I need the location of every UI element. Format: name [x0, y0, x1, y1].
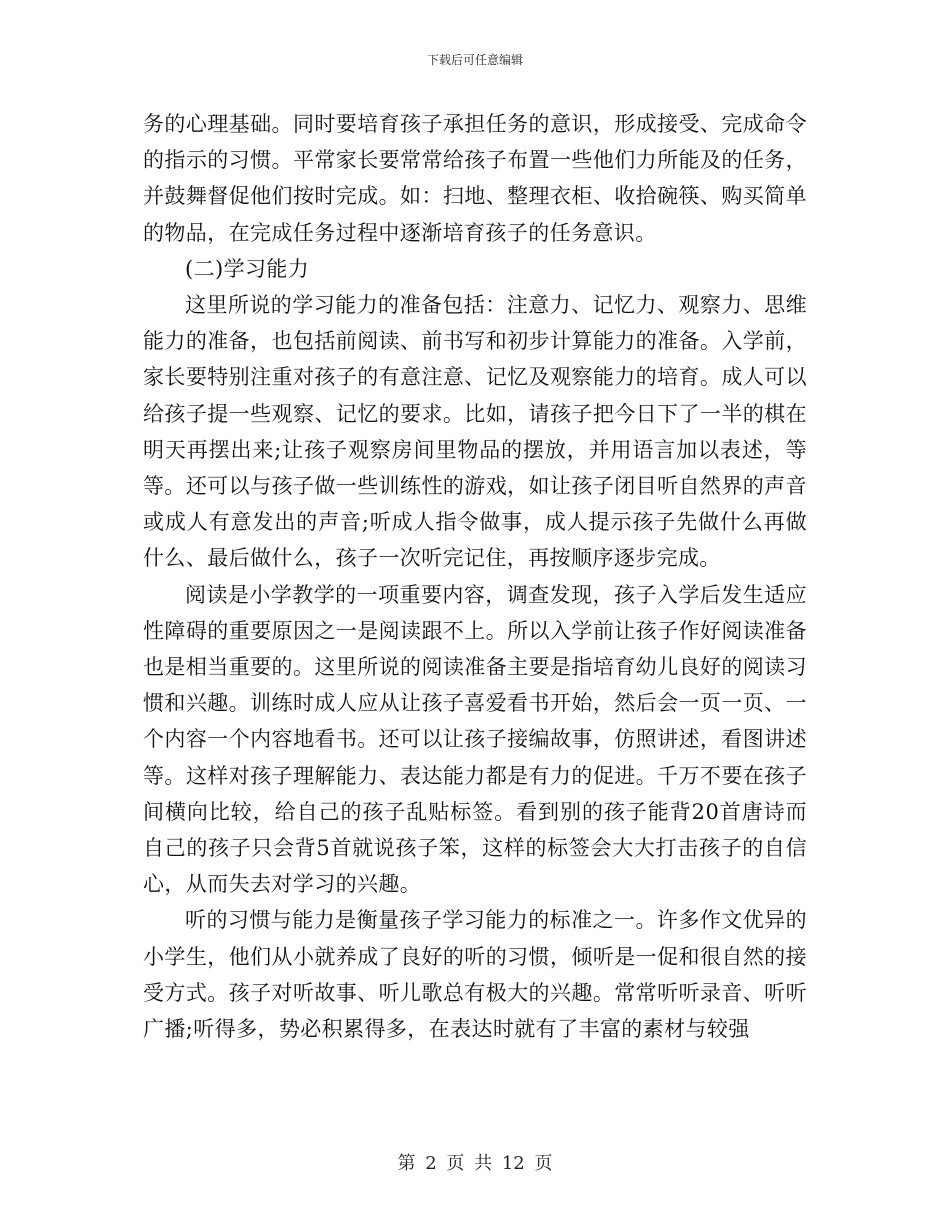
paragraph-learning-ability: 这里所说的学习能力的准备包括：注意力、记忆力、观察力、思维能力的准备，也包括前阅读、前书写和初步计算能力的准备。入学前，家长要特别注重对孩子的有意注意、记忆及观察能力的培育。成人可以给孩子提一些观察、记忆的要求。比如，请孩子把今日下了一半的棋在明天再摆出来;让孩子观察房间里物品的摆放，并用语言加以表述，等等。还可以与孩子做一些训练性的游戏，如让孩子闭目听自然界的声音或成人有意发出的声音;听成人指令做事，成人提示孩子先做什么再做什么、最后做什么，孩子一次听完记住，再按顺序逐步完成。 [143, 293, 807, 571]
paragraph-reading: 阅读是小学教学的一项重要内容，调查发现，孩子入学后发生适应性障碍的重要原因之一是阅读跟不上。所以入学前让孩子作好阅读准备也是相当重要的。这里所说的阅读准备主要是指培育幼儿良好的阅读习惯和兴趣。训练时成人应从让孩子喜爱看书开始，然后会一页一页、一个内容一个内容地看书。还可以让孩子接编故事，仿照讲述，看图讲述等。这样对孩子理解能力、表达能力都是有力的促进。千万不要在孩子间横向比较，给自己的孩子乱贴标签。看到别的孩子能背20首唐诗而自己的孩子只会背5首就说孩子笨，这样的标签会大大打击孩子的自信心，从而失去对学习的兴趣。 [143, 582, 807, 897]
paragraph-listening: 听的习惯与能力是衡量孩子学习能力的标准之一。许多作文优异的小学生，他们从小就养成了良好的听的习惯，倾听是一促和很自然的接受方式。孩子对听故事、听儿歌总有极大的兴趣。常常听听录音、听听广播;听得多，势必积累得多，在表达时就有了丰富的素材与较强 [143, 908, 807, 1042]
section-heading: (二)学习能力 [185, 256, 310, 281]
paragraph-continued: 务的心理基础。同时要培育孩子承担任务的意识，形成接受、完成命令的指示的习惯。平常家长要常常给孩子布置一些他们力所能及的任务，并鼓舞督促他们按时完成。如：扫地、整理衣柜、收拾碗筷、购买简单的物品，在完成任务过程中逐渐培育孩子的任务意识。 [143, 112, 807, 245]
document-body [143, 106, 807, 1047]
page-header-note: 下载后可任意编辑 [426, 53, 523, 67]
page-number: 第 2 页 共 12 页 [397, 1153, 553, 1174]
